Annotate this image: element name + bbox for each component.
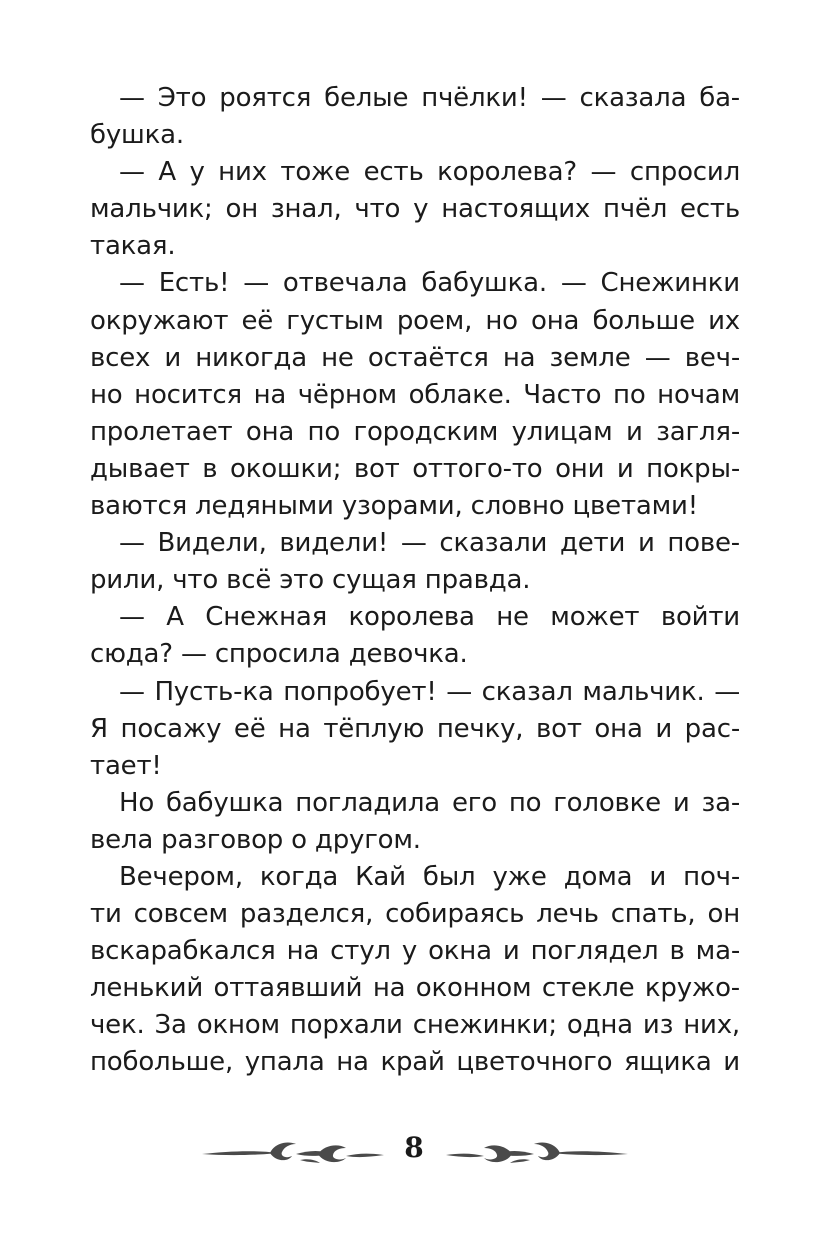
text-line: Я посажу её на тёплую печку, вот она и рас- bbox=[90, 713, 740, 744]
text-line: тает! bbox=[90, 750, 162, 781]
text-line: бушка. bbox=[90, 120, 184, 151]
text-line: — Это роятся белые пчёлки! — сказала ба- bbox=[119, 83, 740, 113]
text-line: сюда? — спросила девочка. bbox=[90, 639, 468, 670]
text-line: всех и никогда не остаётся на земле — веч- bbox=[90, 342, 740, 373]
text-line: окружают её густым роем, но она больше их bbox=[90, 305, 740, 336]
paragraph-2 bbox=[90, 154, 740, 265]
text-line: — Видели, видели! — сказали дети и пове- bbox=[119, 528, 740, 559]
text-line: рили, что всё это сущая правда. bbox=[90, 565, 531, 596]
text-line: — А у них тоже есть королева? — спросил bbox=[119, 157, 740, 188]
text-line: вскарабкался на стул у окна и поглядел в ма- bbox=[90, 936, 740, 967]
paragraph-8 bbox=[90, 859, 740, 1082]
right-flourish-ornament bbox=[440, 1132, 630, 1172]
text-line: но носится на чёрном облаке. Часто по ночам bbox=[90, 379, 740, 410]
text-line: — А Снежная королева не может войти bbox=[119, 602, 740, 633]
text-line: пролетает она по городским улицам и загля- bbox=[90, 416, 740, 447]
text-line: побольше, упала на край цветочного ящика и bbox=[90, 1047, 740, 1078]
page-footer bbox=[0, 1122, 827, 1182]
text-line: — Пусть-ка попробует! — сказал мальчик. — bbox=[119, 676, 740, 707]
page-number: 8 bbox=[404, 1131, 424, 1164]
paragraph-4 bbox=[90, 525, 740, 599]
paragraph-6 bbox=[90, 674, 740, 785]
text-line: такая. bbox=[90, 231, 176, 262]
text-line: чек. За окном порхали снежинки; одна из них, bbox=[90, 1010, 740, 1041]
text-line: дывает в окошки; вот оттого-то они и покры- bbox=[90, 453, 740, 484]
text-line: ваются ледяными узорами, словно цветами! bbox=[90, 491, 698, 522]
text-line: мальчик; он знал, что у настоящих пчёл есть bbox=[90, 194, 740, 225]
paragraph-3 bbox=[90, 265, 740, 525]
text-line: ленький оттаявший на оконном стекле кружо- bbox=[90, 973, 740, 1004]
paragraph-5 bbox=[90, 599, 740, 673]
text-line: Вечером, когда Кай был уже дома и поч- bbox=[119, 861, 740, 892]
paragraph-1 bbox=[90, 80, 740, 154]
text-line: ти совсем разделся, собираясь лечь спать, он bbox=[90, 899, 740, 930]
body-text bbox=[90, 80, 740, 1082]
text-line: — Есть! — отвечала бабушка. — Снежинки bbox=[119, 268, 740, 299]
text-line: Но бабушка погладила его по головке и за- bbox=[119, 787, 740, 818]
left-flourish-ornament bbox=[200, 1132, 390, 1172]
paragraph-7 bbox=[90, 785, 740, 859]
text-line: вела разговор о другом. bbox=[90, 824, 421, 855]
